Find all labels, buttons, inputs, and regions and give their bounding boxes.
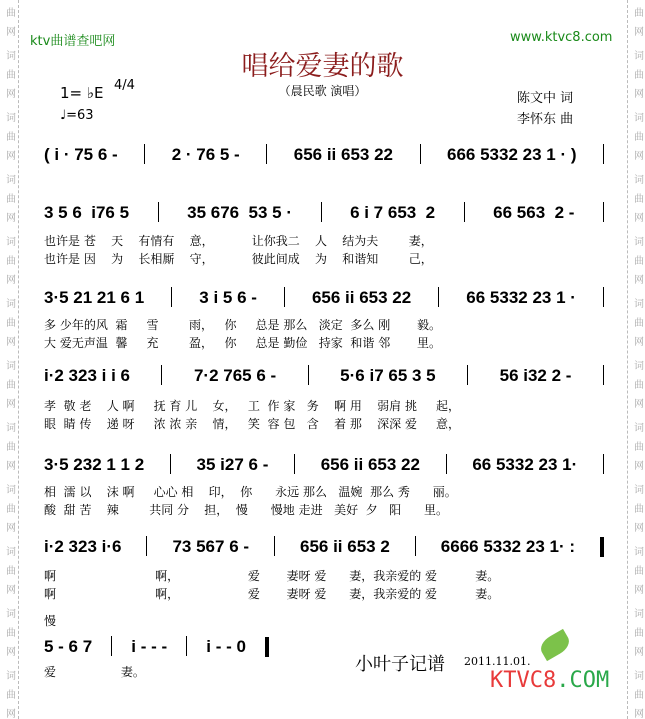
- measure: 3 5 6 i76 5: [44, 203, 130, 222]
- lyric-line: 酸 甜 苦 辣 共同 分 担， 慢 慢地 走进 美好 夕 阳 里。: [44, 503, 449, 517]
- measure: 5·6 i7 65 3 5: [340, 366, 436, 385]
- watermark: 曲 网: [634, 8, 644, 38]
- site-url[interactable]: www.ktvc8.com: [510, 30, 613, 45]
- lyric-line: 啊 啊， 爱 妻呀 爱 妻，我亲爱的 爱 妻。: [44, 569, 500, 583]
- barline: [274, 536, 275, 556]
- lyric-line: 大 爱无声温 馨 充 盈， 你 总是 勤俭 持家 和谐 邻 里。: [44, 336, 441, 350]
- barline: [158, 202, 159, 222]
- measure: 66 5332 23 1 ·: [466, 288, 576, 307]
- measure: 3·5 21 21 6 1: [44, 288, 145, 307]
- lyric-line: 爱 妻。: [44, 665, 145, 679]
- lyric-line: 也许是 苍 天 有情有 意， 让你我二 人 结为夫 妻，: [44, 234, 433, 248]
- measure: i·2 323 i·6: [44, 537, 122, 556]
- watermark: 词 曲 网: [634, 237, 644, 286]
- watermark: 词 曲 网: [6, 299, 16, 348]
- barline: [415, 536, 416, 556]
- watermark: 词 曲 网: [634, 113, 644, 162]
- barline: [420, 144, 421, 164]
- left-border: [18, 0, 19, 719]
- watermark: 词 曲 网: [6, 51, 16, 100]
- lyric-line: 也许是 因 为 长相厮 守， 彼此间成 为 和谐知 己，: [44, 252, 433, 266]
- measure: i - - -: [131, 637, 168, 656]
- logo-part1: KTVC8: [490, 668, 557, 693]
- key-signature: 1= ♭E: [60, 84, 104, 102]
- watermark: 词 曲 网: [6, 609, 16, 658]
- lyric-line: 眼 睛 传 递 呀 浓 浓 亲 情， 笑 容 包 含 着 那 深深 爱 意，: [44, 417, 461, 431]
- notation-row: [44, 203, 604, 223]
- watermark: 词 曲 网: [634, 547, 644, 596]
- watermark: 词 曲 网: [634, 361, 644, 410]
- composer: 李怀东 曲: [517, 112, 574, 127]
- measure: 3·5 232 1 1 2: [44, 455, 145, 474]
- barline: [186, 636, 187, 656]
- measure: i·2 323 i i 6: [44, 366, 130, 385]
- measure: 6 i 7 653 2: [350, 203, 436, 222]
- barline: [464, 202, 465, 222]
- right-border: [627, 0, 628, 719]
- watermark: 词 曲 网: [634, 671, 644, 719]
- watermark: 词 曲 网: [634, 423, 644, 472]
- leaf-icon: [537, 629, 573, 661]
- measure: 656 ii 653 22: [293, 145, 393, 164]
- barline: [294, 454, 295, 474]
- watermark: 词 曲 网: [6, 361, 16, 410]
- lyricist: 陈文中 词: [517, 91, 574, 106]
- watermark: 词 曲 网: [634, 485, 644, 534]
- measure: 656 ii 653 22: [320, 455, 420, 474]
- song-title: 唱给爱妻的歌: [241, 51, 404, 82]
- watermark: 词 曲 网: [634, 175, 644, 224]
- barline: [171, 287, 172, 307]
- barline: [170, 454, 171, 474]
- measure: 73 567 6 -: [172, 537, 250, 556]
- barline: [266, 144, 267, 164]
- notation-row: [44, 455, 604, 475]
- barline: [446, 454, 447, 474]
- barline: [600, 537, 604, 557]
- site-name: ktv曲谱查吧网: [30, 34, 116, 49]
- transcriber-signature: 小叶子记谱: [355, 654, 445, 675]
- measure: 3 i 5 6 -: [199, 288, 257, 307]
- watermark: 词 曲 网: [6, 423, 16, 472]
- notation-row: [44, 366, 604, 386]
- measure: 6666 5332 23 1· :: [440, 537, 575, 556]
- barline: [161, 365, 162, 385]
- watermark: 词 曲 网: [6, 237, 16, 286]
- watermark: 词 曲 网: [634, 299, 644, 348]
- date: 2011.11.01.: [464, 655, 531, 668]
- measure: 66 563 2 -: [493, 203, 575, 222]
- measure: 7·2 765 6 -: [193, 366, 277, 385]
- barline: [603, 365, 604, 385]
- barline: [284, 287, 285, 307]
- watermark: 词 曲 网: [6, 113, 16, 162]
- barline: [603, 287, 604, 307]
- watermark: 词 曲 网: [6, 485, 16, 534]
- notation-row: [44, 145, 604, 165]
- time-signature: 4/4: [114, 78, 135, 93]
- measure: 5 - 6 7: [44, 637, 93, 656]
- barline: [438, 287, 439, 307]
- logo: [490, 668, 609, 693]
- measure: 56 i32 2 -: [499, 366, 572, 385]
- lyric-line: 啊 啊， 爱 妻呀 爱 妻，我亲爱的 爱 妻。: [44, 587, 500, 601]
- barline: [265, 637, 269, 657]
- measure: 656 ii 653 2: [300, 537, 390, 556]
- barline: [144, 144, 145, 164]
- barline: [467, 365, 468, 385]
- lyric-line: 多 少年的风 霜 雪 雨， 你 总是 那么 淡定 多么 刚 毅。: [44, 318, 441, 332]
- measure: 2 · 76 5 -: [171, 145, 240, 164]
- lyric-line: 孝 敬 老 人 啊 抚 育 儿 女， 工 作 家 务 啊 用 弱肩 挑 起，: [44, 399, 461, 413]
- watermark: 词 曲 网: [6, 175, 16, 224]
- notation-row: [44, 537, 604, 557]
- lyric-line: 相 濡 以 沫 啊 心心 相 印， 你 永远 那么 温婉 那么 秀 丽。: [44, 485, 457, 499]
- measure: 666 5332 23 1 · ): [447, 145, 577, 164]
- barline: [603, 144, 604, 164]
- barline: [603, 454, 604, 474]
- barline: [321, 202, 322, 222]
- notation-row: [44, 288, 604, 308]
- measure: i - - 0: [206, 637, 246, 656]
- measure: ( i · 75 6 -: [44, 145, 118, 164]
- measure: 66 5332 23 1·: [472, 455, 578, 474]
- barline: [308, 365, 309, 385]
- watermark: 词 曲 网: [634, 51, 644, 100]
- watermark: 词 曲 网: [634, 609, 644, 658]
- measure: 35 676 53 5 ·: [187, 203, 293, 222]
- barline: [603, 202, 604, 222]
- logo-part2: .COM: [556, 668, 610, 693]
- watermark: 曲 网: [6, 8, 16, 38]
- singer: （晨民歌 演唱）: [278, 84, 367, 98]
- measure: 656 ii 653 22: [311, 288, 412, 307]
- measure: 35 i27 6 -: [196, 455, 269, 474]
- notation-row: [44, 637, 269, 657]
- watermark: 词 曲 网: [6, 671, 16, 719]
- tempo-marking: 慢: [44, 614, 57, 628]
- barline: [146, 536, 147, 556]
- watermark: 词 曲 网: [6, 547, 16, 596]
- barline: [111, 636, 112, 656]
- tempo: ♩=63: [60, 108, 94, 123]
